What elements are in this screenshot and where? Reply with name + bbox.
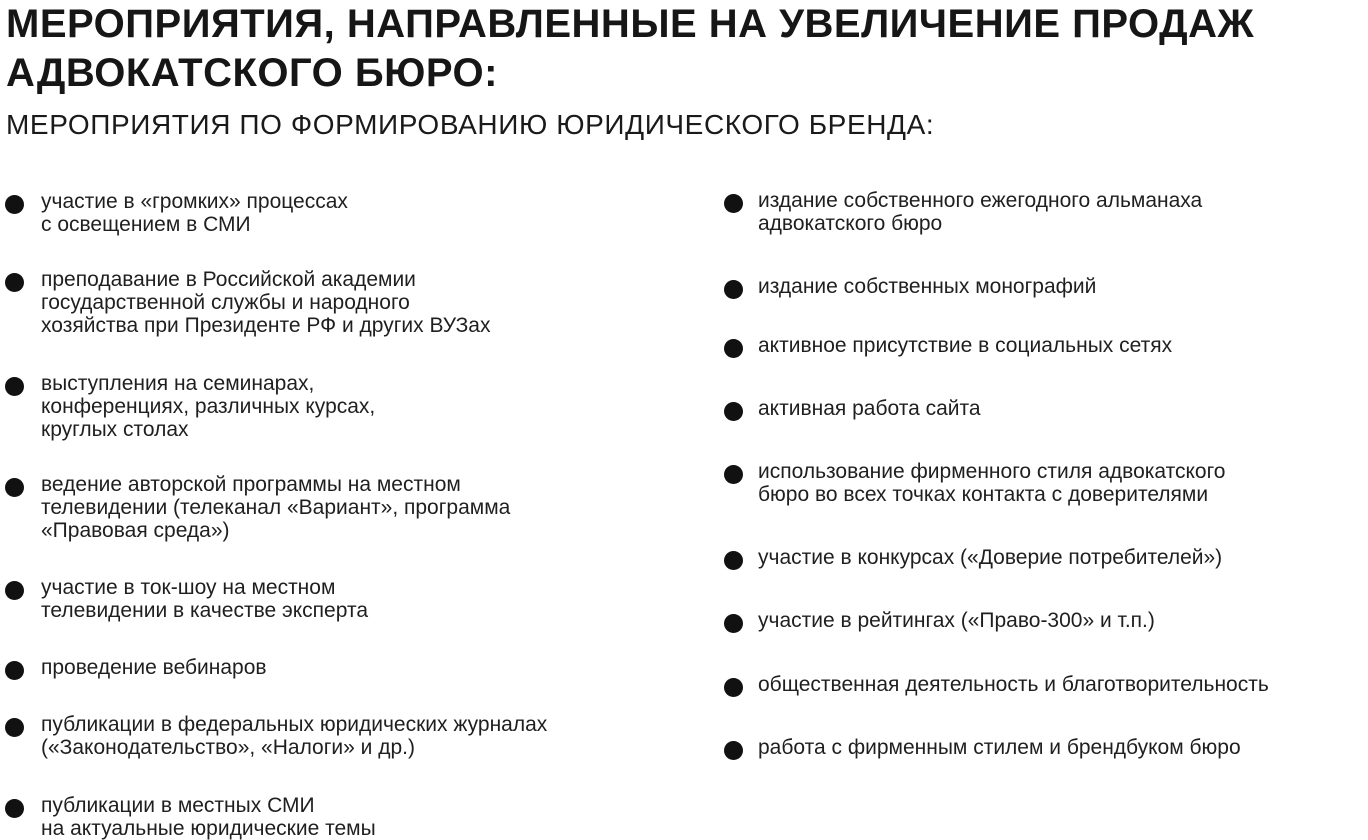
bullet-dot-icon	[724, 614, 743, 633]
bullet-dot-icon	[5, 273, 24, 292]
list-item-text: участие в ток-шоу на местном телевидении в качестве эксперта	[41, 576, 369, 622]
bullet-dot-icon	[724, 194, 743, 213]
list-item-text: активное присутствие в социальных сетях	[758, 334, 1173, 357]
list-item-text: проведение вебинаров	[41, 656, 267, 679]
bullet-dot-icon	[5, 377, 24, 396]
page-title: МЕРОПРИЯТИЯ, НАПРАВЛЕННЫЕ НА УВЕЛИЧЕНИЕ ПРОДАЖ АДВОКАТСКОГО БЮРО:	[6, 2, 1255, 95]
bullet-dot-icon	[5, 478, 24, 497]
list-item-text: выступления на семинарах, конференциях, различных курсах, круглых столах	[41, 372, 376, 441]
list-item-text: публикации в местных СМИ на актуальные юридические темы	[41, 794, 376, 840]
bullet-dot-icon	[724, 465, 743, 484]
list-item-text: издание собственного ежегодного альманаха адвокатского бюро	[758, 189, 1203, 235]
list-item-text: участие в «громких» процессах с освещением в СМИ	[41, 190, 348, 236]
bullet-dot-icon	[724, 741, 743, 760]
list-item-text: использование фирменного стиля адвокатского бюро во всех точках контакта с доверителями	[758, 460, 1226, 506]
bullet-dot-icon	[5, 718, 24, 737]
bullet-dot-icon	[5, 195, 24, 214]
bullet-dot-icon	[724, 339, 743, 358]
bullet-dot-icon	[724, 551, 743, 570]
list-item-text: издание собственных монографий	[758, 275, 1097, 298]
list-item-text: ведение авторской программы на местном телевидении (телеканал «Вариант», программа «Правовая среда»)	[41, 473, 511, 542]
list-item-text: участие в конкурсах («Доверие потребителей»)	[758, 546, 1223, 569]
bullet-dot-icon	[724, 402, 743, 421]
list-item-text: работа с фирменным стилем и брендбуком бюро	[758, 736, 1241, 759]
bullet-dot-icon	[5, 661, 24, 680]
bullet-dot-icon	[5, 581, 24, 600]
list-item-text: участие в рейтингах («Право-300» и т.п.)	[758, 609, 1155, 632]
list-item-text: преподавание в Российской академии государственной службы и народного хозяйства при Президенте РФ и других ВУЗах	[41, 268, 491, 337]
bullet-dot-icon	[724, 280, 743, 299]
section-subtitle: МЕРОПРИЯТИЯ ПО ФОРМИРОВАНИЮ ЮРИДИЧЕСКОГО БРЕНДА:	[6, 109, 935, 140]
bullet-dot-icon	[5, 799, 24, 818]
list-item-text: общественная деятельность и благотворительность	[758, 673, 1269, 696]
bullet-dot-icon	[724, 678, 743, 697]
list-item-text: публикации в федеральных юридических журналах («Законодательство», «Налоги» и др.)	[41, 713, 548, 759]
list-item-text: активная работа сайта	[758, 397, 981, 420]
